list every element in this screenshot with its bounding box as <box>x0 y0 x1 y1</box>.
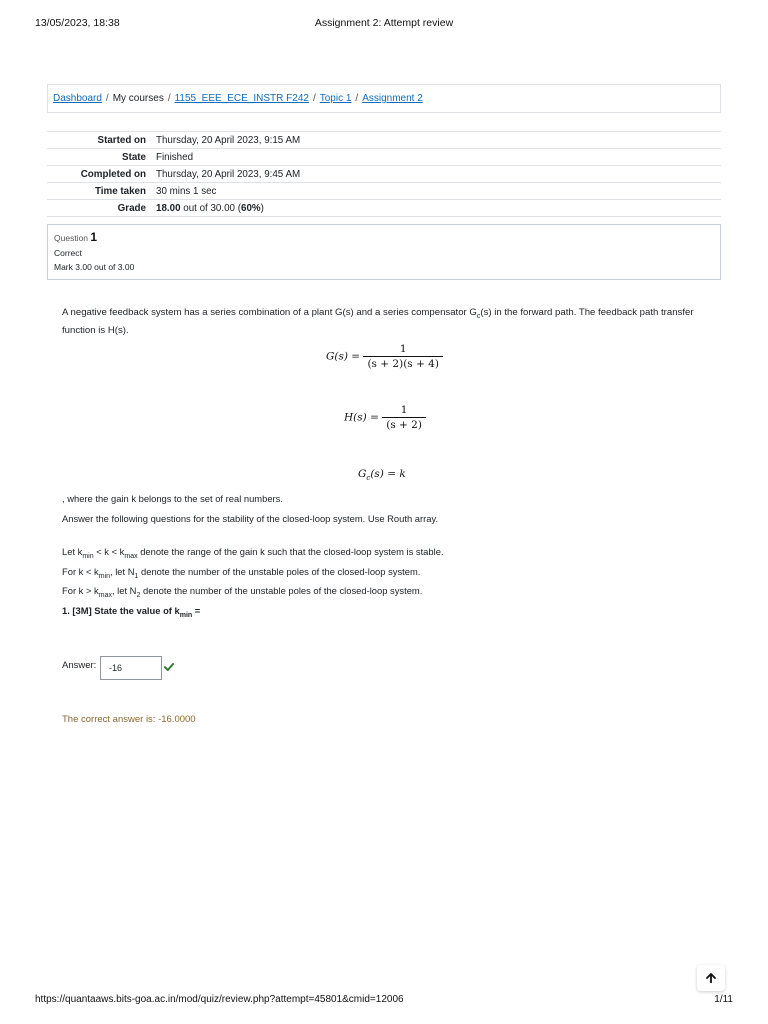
text-part: 1. [3M] State the value of k <box>62 605 180 616</box>
text-sub: min <box>82 552 94 560</box>
equation-h-denominator: (s + 2) <box>382 417 426 431</box>
text-sub: 1 <box>134 572 139 580</box>
equation-h-fraction <box>382 404 426 431</box>
arrow-up-icon <box>706 973 716 983</box>
text-sub: min <box>98 572 111 580</box>
equation-gc-base: G <box>358 468 367 480</box>
text-sub: 2 <box>136 591 141 599</box>
breadcrumb <box>47 84 721 113</box>
question-status: Correct <box>54 248 82 258</box>
equation-g-fraction <box>363 343 442 370</box>
question-info-box <box>47 224 721 280</box>
question-mark: Mark 3.00 out of 3.00 <box>54 261 135 272</box>
back-to-top-button[interactable] <box>697 965 725 991</box>
summary-row-started <box>47 132 721 149</box>
text-sub: max <box>98 591 112 599</box>
completed-on-label: Completed on <box>47 166 151 183</box>
equation-gc <box>358 468 406 482</box>
question-prompt <box>62 605 200 619</box>
grade-close: ) <box>260 202 264 214</box>
text-sub: min <box>179 611 193 619</box>
equation-g-lhs: G(s) = <box>326 350 361 363</box>
breadcrumb-assignment-link[interactable]: Assignment 2 <box>362 93 423 104</box>
summary-row-time <box>47 183 721 200</box>
text-part: denote the number of the unstable poles of the closed-loop system. <box>140 585 423 596</box>
breadcrumb-dashboard-link[interactable]: Dashboard <box>53 93 102 104</box>
time-taken-label: Time taken <box>47 183 151 200</box>
check-icon <box>164 662 174 672</box>
question-intro-part: A negative feedback system has a series combination of a plant G(s) and a series compensator G <box>62 307 477 318</box>
grade-rest: out of 30.00 ( <box>180 202 241 214</box>
summary-row-grade <box>47 200 721 217</box>
completed-on-value: Thursday, 20 April 2023, 9:45 AM <box>151 166 721 183</box>
breadcrumb-separator: / <box>355 93 359 104</box>
question-intro <box>62 306 702 338</box>
print-title: Assignment 2: Attempt review <box>314 17 454 29</box>
started-on-label: Started on <box>47 132 151 149</box>
print-footer <box>35 994 733 1008</box>
question-line-range <box>62 546 444 560</box>
text-part: denote the range of the gain k such that the closed-loop system is stable. <box>137 546 444 557</box>
answer-input[interactable]: -16 <box>100 656 162 680</box>
question-intro-part: (s) in the forward path. The feedback path transfer function is H(s). <box>62 307 694 336</box>
question-intro-sub: c <box>476 312 481 320</box>
question-line-gain-real: , where the gain k belongs to the set of real numbers. <box>62 493 283 504</box>
equation-gc-sub: c <box>366 474 371 483</box>
breadcrumb-course-link[interactable]: 1155_EEE_ECE_INSTR F242 <box>174 93 309 104</box>
equation-gc-rest: (s) = k <box>370 468 406 480</box>
correct-answer-feedback: The correct answer is: -16.0000 <box>62 714 196 725</box>
breadcrumb-my-courses: My courses <box>112 93 164 104</box>
breadcrumb-separator: / <box>105 93 109 104</box>
question-line-instructions: Answer the following questions for the stability of the closed-loop system. Use Routh array. <box>62 513 439 524</box>
state-label: State <box>47 149 151 166</box>
equation-g-numerator: 1 <box>399 343 407 355</box>
breadcrumb-topic-link[interactable]: Topic 1 <box>319 93 352 104</box>
equation-h-lhs: H(s) = <box>344 411 379 424</box>
text-part: , let N <box>111 585 137 596</box>
text-sub: max <box>124 552 138 560</box>
grade-label: Grade <box>47 200 151 217</box>
summary-row-state <box>47 149 721 166</box>
text-part: , let N <box>110 566 135 577</box>
grade-percent: 60% <box>241 202 261 214</box>
summary-row-completed <box>47 166 721 183</box>
text-part: Let k <box>62 546 83 557</box>
answer-label: Answer: <box>62 660 97 671</box>
text-part: = <box>192 605 201 616</box>
equation-g <box>326 343 443 370</box>
started-on-value: Thursday, 20 April 2023, 9:15 AM <box>151 132 721 149</box>
state-value: Finished <box>151 149 721 166</box>
print-url: https://quantaaws.bits-goa.ac.in/mod/quiz/review.php?attempt=45801&cmid=12006 <box>35 994 404 1005</box>
breadcrumb-separator: / <box>167 93 171 104</box>
attempt-summary-table <box>47 131 721 217</box>
text-part: For k > k <box>62 585 99 596</box>
print-date: 13/05/2023, 18:38 <box>35 17 120 29</box>
text-part: < k < k <box>93 546 125 557</box>
equation-h-numerator: 1 <box>400 404 408 416</box>
text-part: denote the number of the unstable poles of the closed-loop system. <box>138 566 421 577</box>
equation-h <box>344 404 426 431</box>
question-label: Question <box>54 233 89 243</box>
question-line-n1 <box>62 566 420 580</box>
print-header <box>35 17 733 31</box>
grade-score: 18.00 <box>156 202 181 214</box>
question-line-n2 <box>62 585 422 599</box>
text-part: For k < k <box>62 566 99 577</box>
print-page-number: 1/11 <box>714 994 733 1005</box>
equation-g-denominator: (s + 2)(s + 4) <box>363 356 442 370</box>
question-number: 1 <box>90 230 98 244</box>
time-taken-value: 30 mins 1 sec <box>151 183 721 200</box>
breadcrumb-separator: / <box>312 93 316 104</box>
grade-value <box>151 200 721 217</box>
